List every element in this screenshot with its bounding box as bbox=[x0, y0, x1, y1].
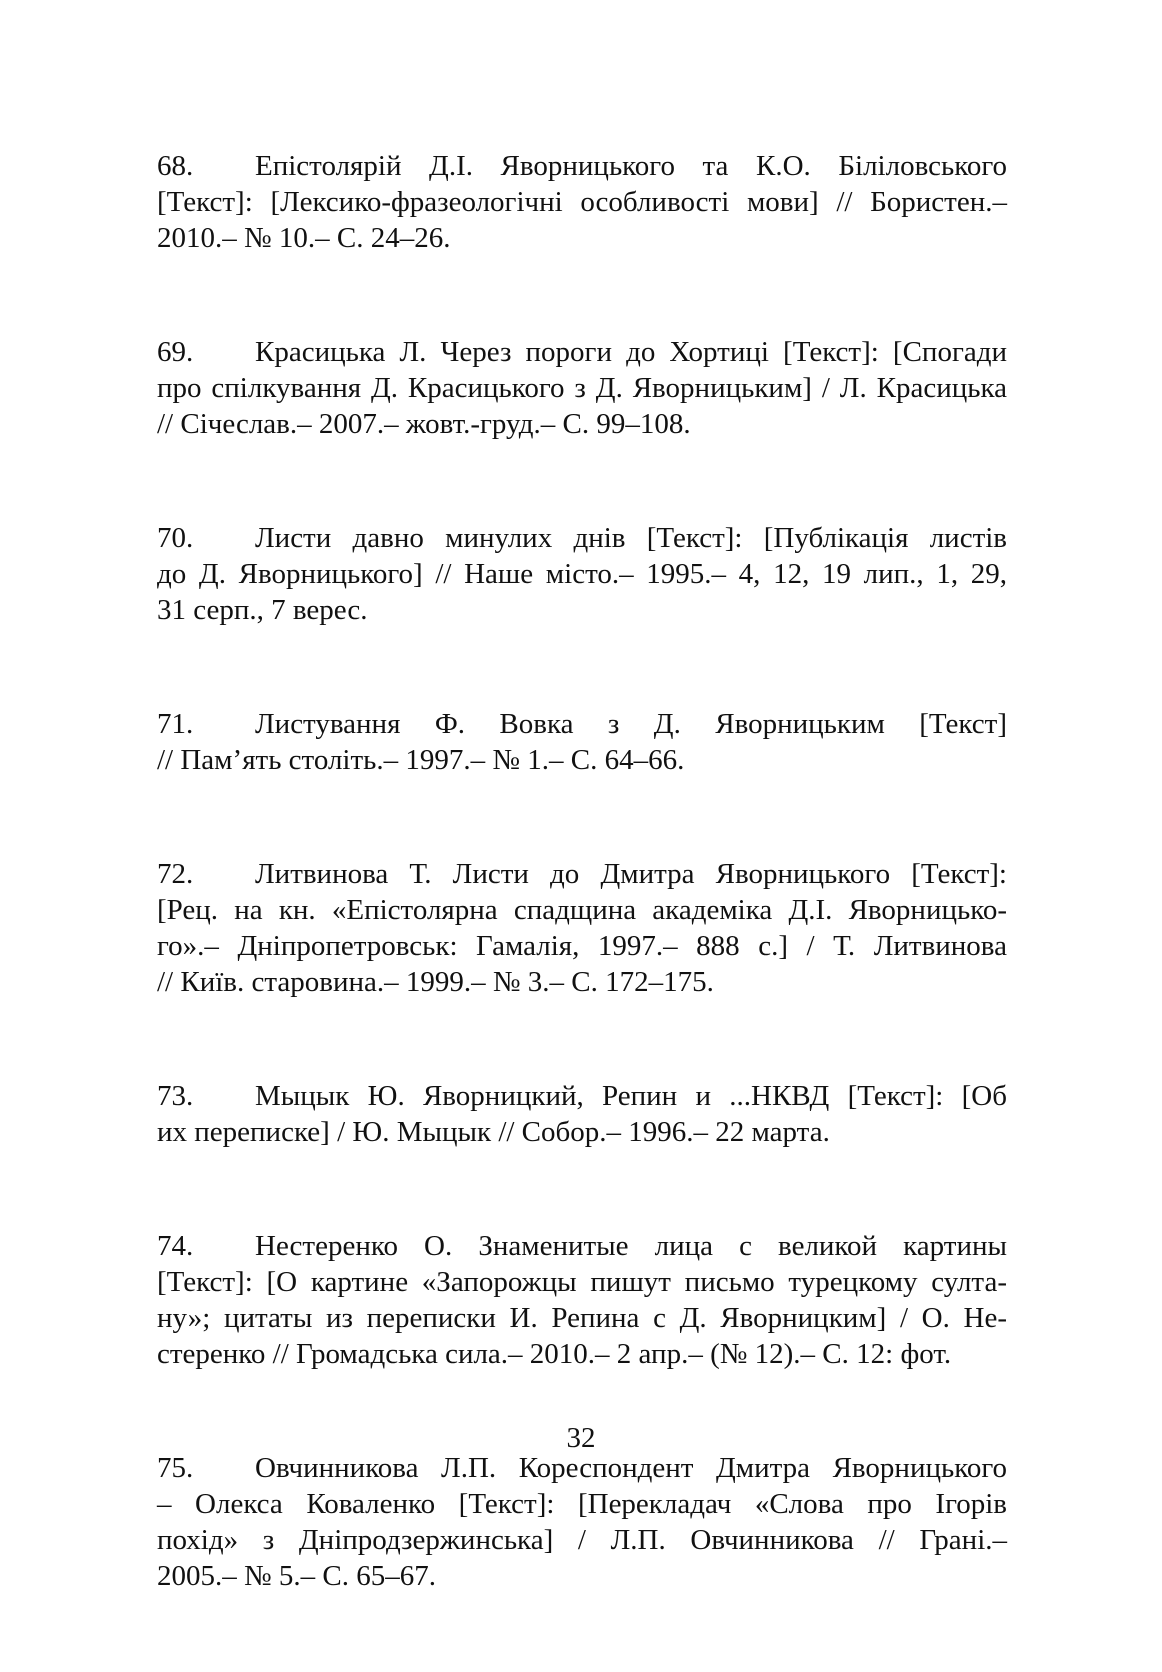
entry-line: Мыцык Ю. Яворницкий, Репин и ...НКВД [Текст]: [Об bbox=[255, 1080, 1007, 1112]
entry-line: го».– Дніпропетровськ: Гамалія, 1997.– 888 с.] / Т. Литвинова bbox=[157, 930, 1007, 962]
entry-line: // Січеслав.– 2007.– жовт.-груд.– С. 99–108. bbox=[157, 408, 691, 440]
entry-line: Нестеренко О. Знаменитые лица с великой картины bbox=[255, 1230, 1007, 1262]
entry-line: 31 серп., 7 верес. bbox=[157, 594, 368, 626]
entry-number: 73. bbox=[157, 1080, 194, 1112]
entry-number: 75. bbox=[157, 1452, 194, 1484]
entry-number: 74. bbox=[157, 1230, 194, 1262]
entry-number: 71. bbox=[157, 708, 194, 740]
entry-line: [Текст]: [Лексико-фразеологічні особливості мови] // Бористен.– bbox=[157, 186, 1007, 218]
entry-number: 72. bbox=[157, 858, 194, 890]
entry-line: Литвинова Т. Листи до Дмитра Яворницького [Текст]: bbox=[255, 858, 1007, 890]
bibliography-entry bbox=[157, 148, 1007, 256]
bibliography-entry bbox=[157, 856, 1007, 1000]
entry-line: [Рец. на кн. «Епістолярна спадщина академіка Д.І. Яворницько- bbox=[157, 894, 1007, 926]
entry-line: 2005.– № 5.– С. 65–67. bbox=[157, 1560, 437, 1592]
entry-line: до Д. Яворницького] // Наше місто.– 1995.– 4, 12, 19 лип., 1, 29, bbox=[157, 558, 1007, 590]
entry-line: 2010.– № 10.– С. 24–26. bbox=[157, 222, 451, 254]
entry-line: стеренко // Громадська сила.– 2010.– 2 апр.– (№ 12).– С. 12: фот. bbox=[157, 1338, 952, 1370]
entry-line: // Пам’ять століть.– 1997.– № 1.– С. 64–66. bbox=[157, 744, 685, 776]
entry-line: – Олекса Коваленко [Текст]: [Перекладач «Слова про Ігорів bbox=[157, 1488, 1007, 1520]
entry-line: Епістолярій Д.І. Яворницького та К.О. Біліловського bbox=[255, 150, 1007, 182]
entry-line: Красицька Л. Через пороги до Хортиці [Текст]: [Спогади bbox=[255, 336, 1007, 368]
entry-number: 70. bbox=[157, 522, 194, 554]
page-number: 32 bbox=[566, 1422, 596, 1454]
bibliography-entry bbox=[157, 1228, 1007, 1372]
entry-line: Овчинникова Л.П. Кореспондент Дмитра Яворницького bbox=[255, 1452, 1007, 1484]
entry-line: похід» з Дніпродзержинська] / Л.П. Овчинникова // Грані.– bbox=[157, 1524, 1007, 1556]
bibliography-entry bbox=[157, 1078, 1007, 1150]
entry-line: про спілкування Д. Красицького з Д. Яворницьким] / Л. Красицька bbox=[157, 372, 1007, 404]
bibliography-entry bbox=[157, 1450, 1007, 1594]
entry-line: их переписке] / Ю. Мыцык // Собор.– 1996.– 22 марта. bbox=[157, 1116, 830, 1148]
entry-line: Листування Ф. Вовка з Д. Яворницьким [Текст] bbox=[255, 708, 1007, 740]
entry-line: Листи давно минулих днів [Текст]: [Публікація листів bbox=[255, 522, 1007, 554]
bibliography-entry bbox=[157, 334, 1007, 442]
entry-line: // Київ. старовина.– 1999.– № 3.– С. 172–175. bbox=[157, 966, 714, 998]
bibliography-entry bbox=[157, 520, 1007, 628]
entry-line: [Текст]: [О картине «Запорожцы пишут письмо турецкому султа- bbox=[157, 1266, 1007, 1298]
entry-number: 68. bbox=[157, 150, 194, 182]
entry-line: ну»; цитаты из переписки И. Репина с Д. Яворницким] / О. Не- bbox=[157, 1302, 1007, 1334]
bibliography-entry bbox=[157, 706, 1007, 778]
entry-number: 69. bbox=[157, 336, 194, 368]
